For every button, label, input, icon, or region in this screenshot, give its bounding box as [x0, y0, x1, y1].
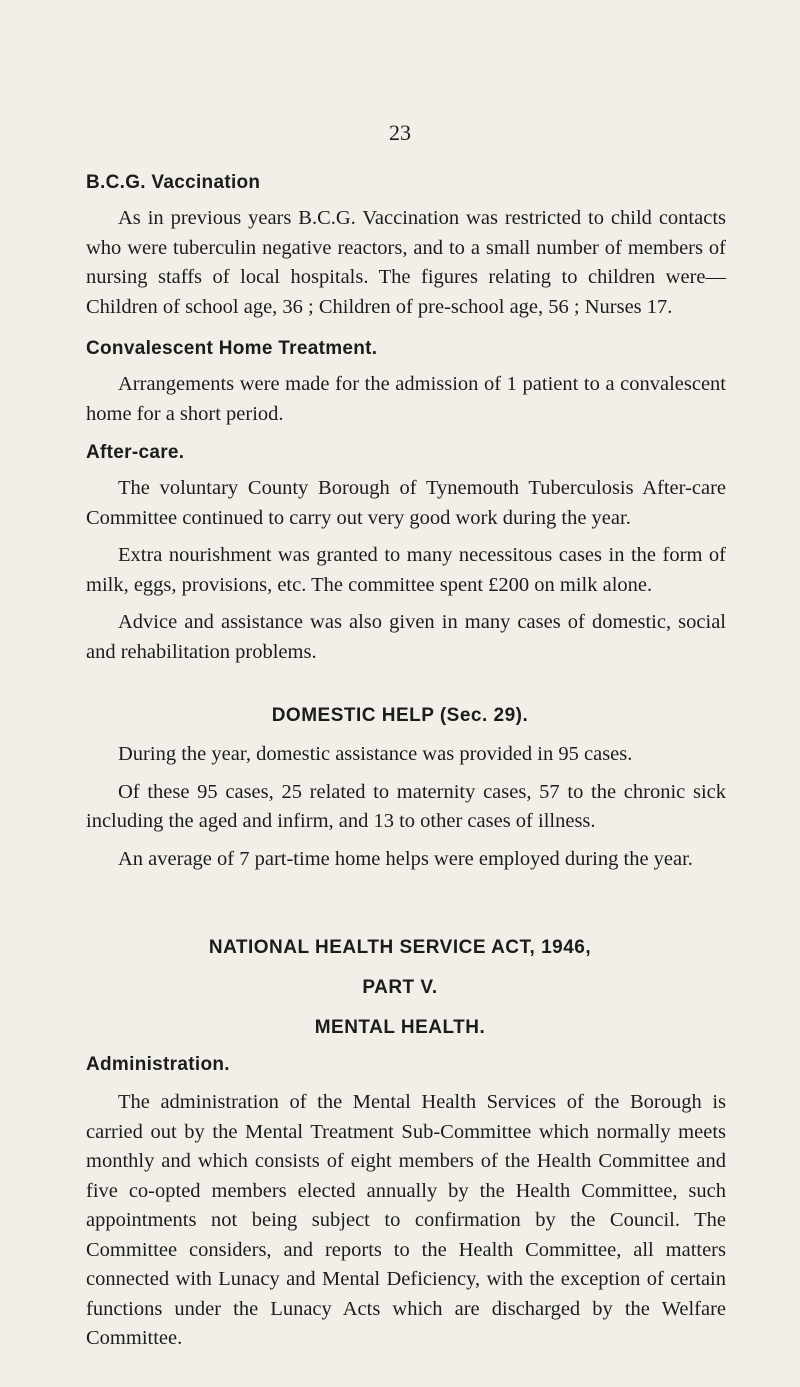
- paragraph: An average of 7 part-time home helps were employed during the year.: [118, 847, 693, 870]
- domestic-help-heading: DOMESTIC HELP (Sec. 29).: [271, 705, 529, 726]
- section-after-care: [86, 440, 726, 667]
- section-heading: Convalescent Home Treatment.: [86, 338, 378, 359]
- paragraph: Of these 95 cases, 25 related to maternity cases, 57 to the chronic sick including the aged and infirm, and 13 to other cases of illness.: [86, 780, 726, 832]
- section-heading: Administration.: [86, 1054, 230, 1075]
- paragraph: Advice and assistance was also given in many cases of domestic, social and rehabilitation problems.: [86, 611, 726, 663]
- section-heading: After-care.: [86, 442, 185, 463]
- section-administration: [86, 1052, 726, 1354]
- page-number: 23: [389, 120, 411, 145]
- section-heading: B.C.G. Vaccination: [86, 172, 261, 193]
- section-convalescent-home: [86, 336, 726, 429]
- section-domestic-help: [86, 740, 726, 874]
- nhs-act-heading: NATIONAL HEALTH SERVICE ACT, 1946,: [208, 937, 592, 958]
- section-bcg-vaccination: [86, 170, 726, 322]
- paragraph: Arrangements were made for the admission of 1 patient to a convalescent home for a short period.: [86, 373, 726, 425]
- paragraph: The administration of the Mental Health Services of the Borough is carried out by the Mental Treatment Sub-Committee which normally meets monthly and which consists of eight members of the Health Committee and five co-opted members elected annually by the Health Committee, such appointments not being subject to confirmation by the Council. The Committee considers, and reports to the Health Committee, all matters connected with Lunacy and Mental Deficiency, with the exception of certain functions under the Lunacy Acts which are discharged by the Welfare Committee.: [86, 1091, 726, 1349]
- paragraph: During the year, domestic assistance was provided in 95 cases.: [118, 743, 633, 765]
- mental-health-heading: MENTAL HEALTH.: [314, 1017, 486, 1038]
- paragraph: Extra nourishment was granted to many necessitous cases in the form of milk, eggs, provisions, etc. The committee spent £200 on milk alone.: [86, 544, 726, 596]
- paragraph: The voluntary County Borough of Tynemouth Tuberculosis After-care Committee continued to carry out very good work during the year.: [86, 477, 726, 529]
- paragraph: As in previous years B.C.G. Vaccination was restricted to child contacts who were tuberculin negative reactors, and to a small number of members of nursing staffs of local hospitals. The figures relating to children were—Children of school age, 36 ; Children of pre-school age, 56 ; Nurses 17.: [86, 207, 726, 318]
- part-heading: PART V.: [362, 977, 438, 998]
